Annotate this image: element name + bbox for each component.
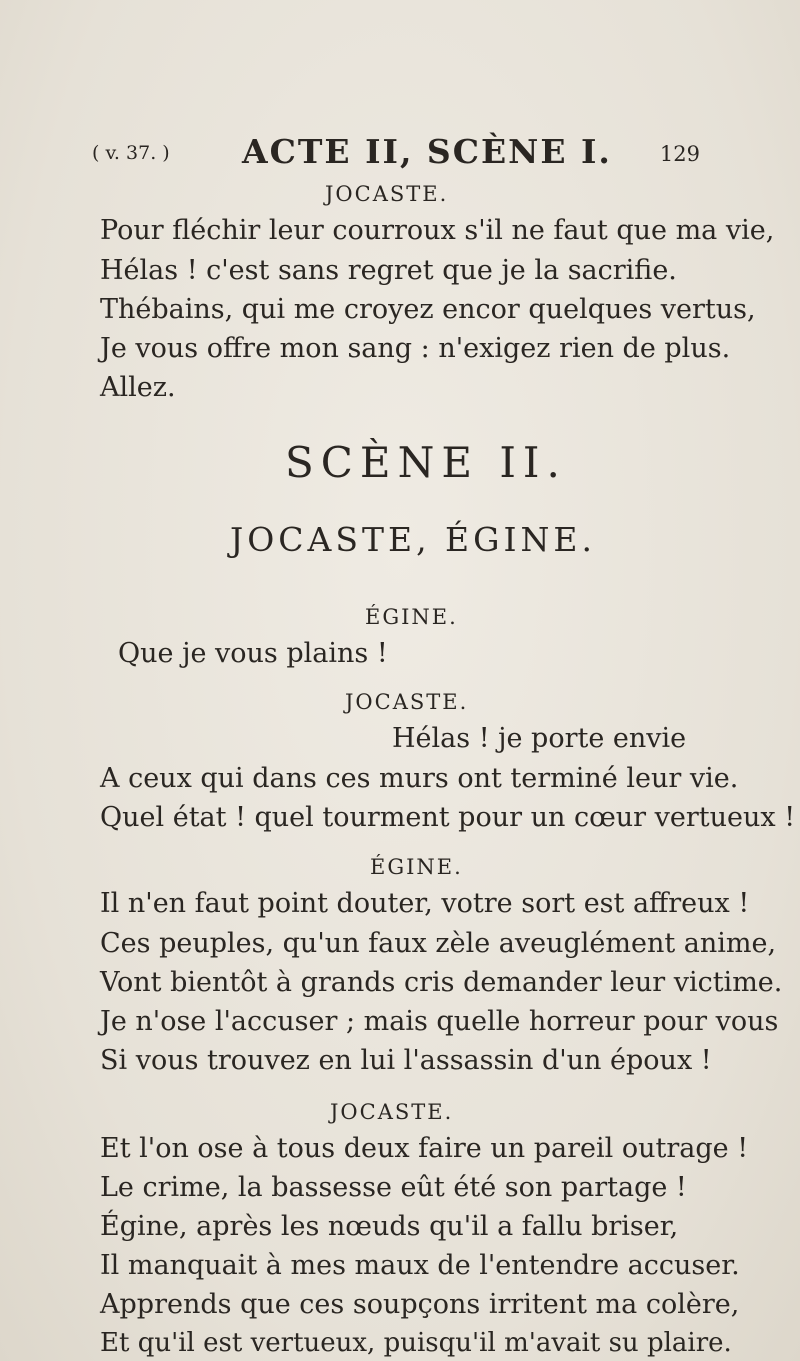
verse-line: Pour fléchir leur courroux s'il ne faut que ma vie, — [100, 215, 775, 246]
verse-line: Je n'ose l'accuser ; mais quelle horreur pour vous — [100, 1006, 779, 1037]
verse-line: Si vous trouvez en lui l'assassin d'un époux ! — [100, 1045, 712, 1076]
speaker-name: ÉGINE. — [370, 855, 463, 879]
verse-line: Vont bientôt à grands cris demander leur victime. — [100, 967, 783, 998]
verse-reference: ( v. 37. ) — [92, 142, 170, 164]
verse-line: Hélas ! je porte envie — [392, 723, 687, 754]
verse-line: Hélas ! c'est sans regret que je la sacrifie. — [100, 255, 677, 286]
verse-line: Apprends que ces soupçons irritent ma colère, — [100, 1289, 740, 1320]
act-scene-heading: ACTE II, SCÈNE I. — [242, 132, 612, 171]
verse-line: Le crime, la bassesse eût été son partage ! — [100, 1172, 687, 1203]
verse-line: Il manquait à mes maux de l'entendre accuser. — [100, 1250, 740, 1281]
verse-line: Thébains, qui me croyez encor quelques vertus, — [100, 294, 756, 325]
speaker-name: JOCASTE. — [325, 182, 449, 206]
verse-line: Et l'on ose à tous deux faire un pareil outrage ! — [100, 1133, 749, 1164]
verse-line: Que je vous plains ! — [118, 638, 388, 669]
speaker-name: JOCASTE. — [345, 690, 469, 714]
verse-line: Allez. — [100, 372, 176, 403]
speaker-name: ÉGINE. — [365, 605, 458, 629]
scene-title: SCÈNE II. — [285, 438, 567, 487]
verse-line: Égine, après les nœuds qu'il a fallu briser, — [100, 1211, 679, 1242]
verse-line: Et qu'il est vertueux, puisqu'il m'avait su plaire. — [100, 1328, 732, 1358]
page-number: 129 — [659, 142, 700, 166]
verse-line: Je vous offre mon sang : n'exigez rien de plus. — [100, 333, 731, 364]
verse-line: Ces peuples, qu'un faux zèle aveuglément anime, — [100, 928, 777, 959]
verse-line: Il n'en faut point douter, votre sort est affreux ! — [100, 888, 750, 919]
speaker-name: JOCASTE. — [330, 1100, 454, 1124]
cast-list: JOCASTE, ÉGINE. — [230, 520, 596, 559]
verse-line: A ceux qui dans ces murs ont terminé leur vie. — [100, 763, 739, 794]
verse-line: Quel état ! quel tourment pour un cœur vertueux ! — [100, 802, 796, 833]
running-header — [92, 132, 700, 172]
